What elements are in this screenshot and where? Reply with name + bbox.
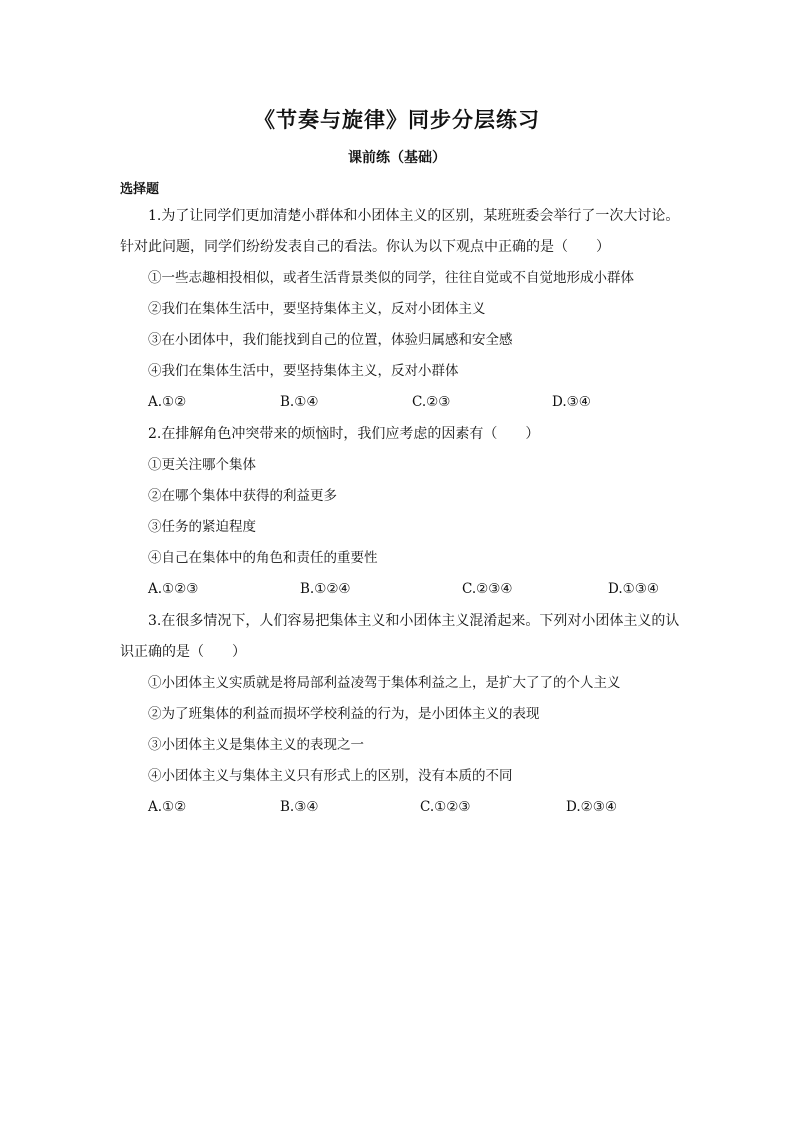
choice-c: C.②③④ (462, 581, 513, 597)
choice-d: D.③④ (552, 394, 591, 410)
statement: ④我们在集体生活中，要坚持集体主义，反对小群体 (148, 363, 459, 379)
statement: ①一些志趣相投相似，或者生活背景类似的同学，往往自觉或不自觉地形成小群体 (148, 270, 634, 286)
question-2 (120, 419, 680, 605)
choice-c: C.①②③ (420, 799, 471, 815)
choice-b: B.③④ (280, 799, 319, 815)
choice-b: B.①④ (280, 394, 319, 410)
statement: ③在小团体中，我们能找到自己的位置，体验归属感和安全感 (148, 332, 513, 348)
answer-choices (120, 574, 680, 605)
statement: ④小团体主义与集体主义只有形式上的区别，没有本质的不同 (148, 768, 513, 784)
answer-choices (120, 387, 680, 418)
section-heading: 选择题 (120, 182, 160, 197)
choice-d: D.②③④ (566, 799, 617, 815)
statement: ④自己在集体中的角色和责任的重要性 (148, 550, 378, 566)
answer-choices (120, 792, 680, 823)
statement: ②我们在集体生活中，要坚持集体主义，反对小团体主义 (148, 301, 486, 317)
statement: ②为了班集体的利益而损坏学校利益的行为，是小团体主义的表现 (148, 706, 540, 722)
question-stem: 1.为了让同学们更加清楚小群体和小团体主义的区别，某班班委会举行了一次大讨论。针对此问题，同学们纷纷发表自己的看法。你认为以下观点中正确的是（ ） (120, 208, 680, 255)
choice-c: C.②③ (412, 394, 451, 410)
choice-a: A.①②③ (148, 581, 199, 597)
statement: ③小团体主义是集体主义的表现之一 (148, 737, 364, 753)
statement: ②在哪个集体中获得的利益更多 (148, 488, 337, 504)
statement: ③任务的紧迫程度 (148, 519, 256, 535)
question-stem: 3.在很多情况下，人们容易把集体主义和小团体主义混淆起来。下列对小团体主义的认识正确的是（ ） (120, 613, 680, 660)
document-title: 《节奏与旋律》同步分层练习 (254, 107, 540, 132)
choice-a: A.①② (148, 799, 187, 815)
choice-a: A.①② (148, 394, 187, 410)
choice-d: D.①③④ (608, 581, 659, 597)
statement: ①小团体主义实质就是将局部利益凌驾于集体利益之上，是扩大了了的个人主义 (148, 675, 621, 691)
choice-b: B.①②④ (300, 581, 351, 597)
document-subtitle: 课前练（基础） (348, 150, 446, 166)
question-3 (120, 606, 680, 823)
statement: ①更关注哪个集体 (148, 457, 256, 473)
question-stem: 2.在排解角色冲突带来的烦恼时，我们应考虑的因素有（ ） (148, 426, 540, 442)
question-1 (120, 201, 680, 418)
